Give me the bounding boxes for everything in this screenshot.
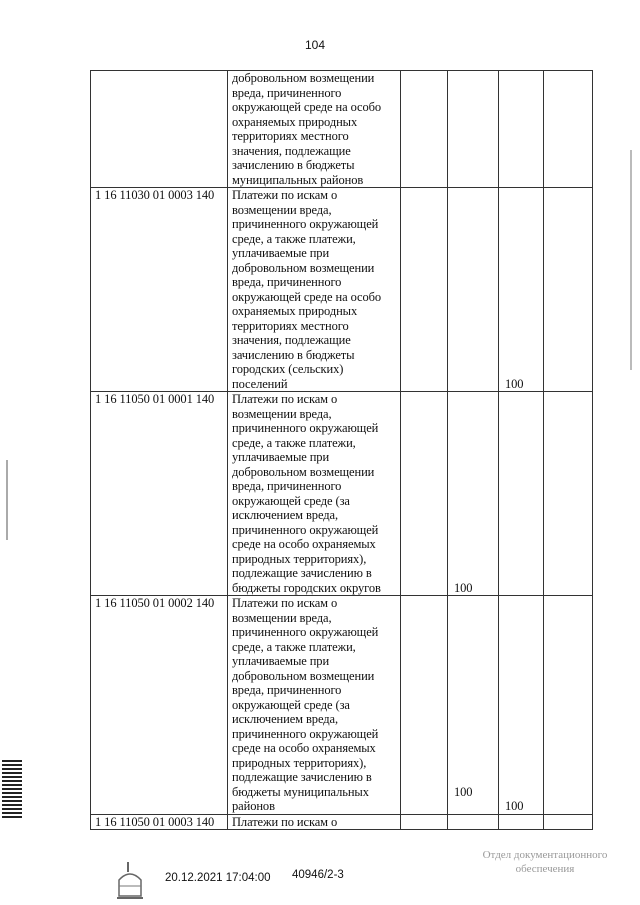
value-cell	[448, 596, 499, 815]
value-cell	[401, 596, 448, 815]
footer-datetime: 20.12.2021 17:04:00	[165, 872, 271, 884]
code-cell: 1 16 11050 01 0001 140	[91, 392, 228, 596]
value-cell	[448, 392, 499, 596]
name-cell: Платежи по искам о	[228, 814, 401, 830]
department-stamp	[470, 848, 620, 876]
page-number: 104	[305, 38, 326, 52]
value-cell	[401, 188, 448, 392]
value-cell	[544, 188, 593, 392]
code-cell: 1 16 11050 01 0002 140	[91, 596, 228, 815]
table-row	[91, 71, 593, 188]
value-cell	[448, 814, 499, 830]
code-cell: 1 16 11050 01 0003 140	[91, 814, 228, 830]
value-cell	[499, 392, 544, 596]
name-cell: Платежи по искам о возмещении вреда, причиненного окружающей среде, а также платежи, уплачиваемые при добровольном возмещении вреда, причиненного окружающей среде (за исключением вреда, причиненного окружающей среде на особо охраняемых природных территориях), подлежащие зачислению в бюджеты городских округов	[228, 392, 401, 596]
code-cell: 1 16 11030 01 0003 140	[91, 188, 228, 392]
footer-doc-number: 40946/2-3	[292, 869, 344, 881]
value-cell	[401, 392, 448, 596]
budget-table	[90, 70, 593, 830]
value: 100	[505, 376, 524, 391]
value-cell	[448, 188, 499, 392]
value-cell	[499, 188, 544, 392]
name-cell: добровольном возмещении вреда, причиненного окружающей среде на особо охраняемых природных территориях местного значения, подлежащие зачислению в бюджеты муниципальных районов	[228, 71, 401, 188]
value-cell	[544, 596, 593, 815]
scan-barcode-mark	[2, 760, 22, 820]
stamp-line: обеспечения	[515, 863, 575, 875]
table-row	[91, 188, 593, 392]
code-cell	[91, 71, 228, 188]
value: 100	[454, 785, 473, 799]
value-cell	[499, 71, 544, 188]
value-cell	[544, 392, 593, 596]
name-cell: Платежи по искам о возмещении вреда, причиненного окружающей среде, а также платежи, уплачиваемые при добровольном возмещении вреда, причиненного окружающей среде (за исключением вреда, причиненного окружающей среде на особо охраняемых природных территориях), подлежащие зачислению в бюджеты муниципальных районов	[228, 596, 401, 815]
emblem-logo-icon	[115, 862, 145, 900]
stamp-line: Отдел документационного	[482, 849, 608, 861]
value: 100	[454, 580, 473, 595]
scan-artifact	[630, 150, 632, 370]
value-cell	[544, 814, 593, 830]
table-row	[91, 392, 593, 596]
table-row	[91, 596, 593, 815]
table-row	[91, 814, 593, 830]
scan-artifact	[6, 460, 8, 540]
name-cell: Платежи по искам о возмещении вреда, причиненного окружающей среде, а также платежи, уплачиваемые при добровольном возмещении вреда, причиненного окружающей среде на особо охраняемых природных территориях местного значения, подлежащие зачислению в бюджеты городских (сельских) поселений	[228, 188, 401, 392]
value-cell	[499, 596, 544, 815]
value: 100	[505, 799, 524, 813]
value-cell	[401, 71, 448, 188]
value-cell	[401, 814, 448, 830]
value-cell	[499, 814, 544, 830]
value-cell	[448, 71, 499, 188]
value-cell	[544, 71, 593, 188]
